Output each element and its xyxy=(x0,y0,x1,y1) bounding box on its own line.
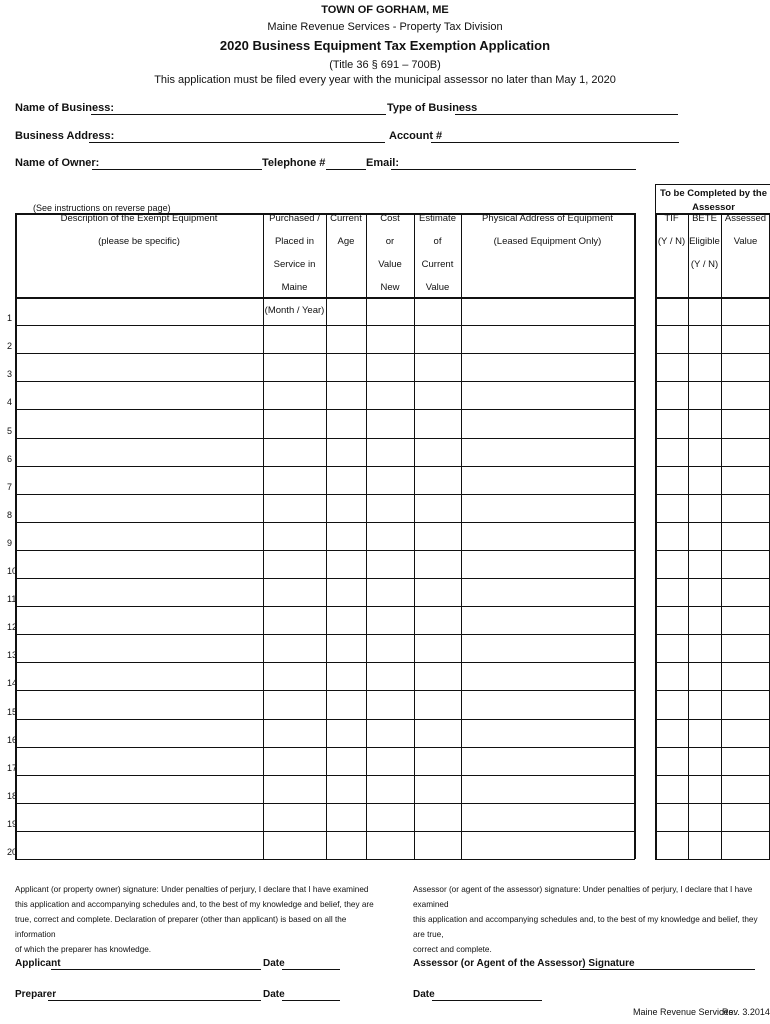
assessor-row xyxy=(655,662,770,663)
purchased-column-header-line: (Month / Year) xyxy=(264,305,325,316)
row-number: 13 xyxy=(7,650,18,661)
name-of-owner-field[interactable] xyxy=(92,157,262,170)
row-number: 8 xyxy=(7,509,13,520)
row-number: 12 xyxy=(7,622,18,633)
town-name: TOWN OF GORHAM, ME xyxy=(321,4,449,16)
preparer-date-label: Date xyxy=(263,989,285,1000)
assessor-row xyxy=(655,494,770,495)
cost-column-header-line: or xyxy=(385,236,395,247)
table-bottom-border xyxy=(15,859,635,860)
bete-column-header-line: BETE xyxy=(692,213,717,224)
applicant-date-field[interactable] xyxy=(282,957,340,970)
assessor-date-field[interactable] xyxy=(432,988,542,1001)
estimate-column-header-line: Estimate xyxy=(419,213,456,224)
address-column-header-line: Physical Address of Equipment xyxy=(482,213,613,224)
bete-column-header xyxy=(688,207,721,276)
row-number: 6 xyxy=(7,453,13,464)
row-number: 2 xyxy=(7,341,13,352)
assessor-column-divider xyxy=(655,213,657,859)
table-row xyxy=(15,606,635,607)
row-number: 14 xyxy=(7,678,18,689)
applicant-declaration-line: of which the preparer has knowledge. xyxy=(15,945,152,954)
table-row xyxy=(15,353,635,354)
assessor-declaration-line: Assessor (or agent of the assessor) signature: Under penalties of perjury, I declare that I have examined xyxy=(413,885,753,909)
telephone-label: Telephone # xyxy=(262,157,326,169)
assessor-signature-label: Assessor (or Agent of the Assessor) Signature xyxy=(413,958,635,969)
bete-column-header-line: (Y / N) xyxy=(690,259,719,270)
assessor-date-label: Date xyxy=(413,989,435,1000)
age-column-header-line: Age xyxy=(337,236,355,247)
estimate-column-header-line: Current xyxy=(421,259,454,270)
estimate-column-header-line: Value xyxy=(425,282,450,293)
form-title: 2020 Business Equipment Tax Exemption Application xyxy=(219,38,551,53)
assessor-row xyxy=(655,550,770,551)
table-row xyxy=(15,578,635,579)
assessor-row xyxy=(655,831,770,832)
preparer-signature-field[interactable] xyxy=(48,988,261,1001)
assessor-bottom-border xyxy=(655,859,770,860)
table-column-divider xyxy=(414,213,415,859)
row-number: 19 xyxy=(7,818,18,829)
table-row xyxy=(15,662,635,663)
business-address-label: Business Address: xyxy=(15,130,115,142)
row-number: 11 xyxy=(7,594,17,605)
preparer-date-field[interactable] xyxy=(282,988,340,1001)
business-address-field[interactable] xyxy=(89,130,385,143)
assessor-declaration xyxy=(413,882,763,957)
row-number: 20 xyxy=(7,847,18,857)
age-column-header xyxy=(326,207,366,253)
table-row xyxy=(15,803,635,804)
account-label: Account # xyxy=(389,130,443,142)
name-of-owner-label: Name of Owner: xyxy=(15,157,100,169)
row-number: 17 xyxy=(7,762,18,773)
address-column-header xyxy=(461,207,634,253)
table-column-divider xyxy=(366,213,367,859)
description-column-header xyxy=(15,207,263,253)
assessor-row xyxy=(655,747,770,748)
table-column-divider xyxy=(634,213,636,859)
table-column-divider xyxy=(461,213,462,859)
applicant-signature-label: Applicant xyxy=(15,958,61,969)
footer-source: Maine Revenue Services: xyxy=(633,1007,736,1017)
assessor-row xyxy=(655,409,770,410)
assessor-row xyxy=(655,325,770,326)
cost-column-header-line: Cost xyxy=(380,213,400,224)
description-column-header-line: (please be specific) xyxy=(98,236,180,247)
tif-column-header xyxy=(655,207,688,253)
description-column-header-line: Description of the Exempt Equipment xyxy=(60,213,218,224)
email-label: Email: xyxy=(366,157,400,169)
assessor-row xyxy=(655,775,770,776)
applicant-date-label: Date xyxy=(263,958,285,969)
name-of-business-label: Name of Business: xyxy=(15,102,115,114)
purchased-column-header-line: Purchased / xyxy=(269,213,320,224)
assessor-row xyxy=(655,634,770,635)
table-row xyxy=(15,550,635,551)
assessor-row xyxy=(655,803,770,804)
assessor-row xyxy=(655,578,770,579)
assessor-header-border xyxy=(655,297,770,299)
assessor-row xyxy=(655,466,770,467)
table-row xyxy=(15,494,635,495)
email-field[interactable] xyxy=(391,157,636,170)
age-column-header-line: Current xyxy=(330,213,362,224)
assessor-row xyxy=(655,353,770,354)
statute-reference: (Title 36 § 691 – 700B) xyxy=(329,59,441,71)
table-row xyxy=(15,381,635,382)
assessor-row xyxy=(655,438,770,439)
assessed-column-header-line: Value xyxy=(733,236,758,247)
table-row xyxy=(15,775,635,776)
type-of-business-label: Type of Business xyxy=(387,102,478,114)
applicant-declaration-line: Applicant (or property owner) signature: Under penalties of perjury, I declare that I have examined xyxy=(15,885,369,894)
assessor-column-divider xyxy=(721,213,722,859)
row-number: 9 xyxy=(7,537,13,548)
footer-revision: Rev. 3.2014 xyxy=(722,1007,770,1017)
row-number: 10 xyxy=(7,566,18,576)
assessor-row xyxy=(655,606,770,607)
purchased-column-header xyxy=(263,207,326,322)
applicant-declaration-line: true, correct and complete. Declaration of preparer (other than applicant) is based on all the information xyxy=(15,915,347,939)
table-row xyxy=(15,409,635,410)
assessor-box-title: To be Completed by the Assessor xyxy=(660,188,767,213)
division-name: Maine Revenue Services - Property Tax Division xyxy=(267,21,503,33)
purchased-column-header-line: Service in Maine xyxy=(273,259,316,293)
table-row xyxy=(15,325,635,326)
assessed-column-header xyxy=(721,207,770,253)
table-row xyxy=(15,634,635,635)
tif-column-header-line: TIF xyxy=(664,213,679,224)
row-number: 18 xyxy=(7,790,18,801)
preparer-signature-label: Preparer xyxy=(15,989,57,1000)
telephone-field[interactable] xyxy=(326,157,366,170)
purchased-column-header-line: Placed in xyxy=(274,236,315,247)
instructions-note: (See instructions on reverse page) xyxy=(33,203,171,213)
tif-column-header-line: (Y / N) xyxy=(657,236,686,247)
row-number: 1 xyxy=(7,313,13,324)
applicant-signature-field[interactable] xyxy=(51,957,261,970)
assessed-column-header-line: Assessed xyxy=(724,213,767,224)
table-row xyxy=(15,522,635,523)
table-row xyxy=(15,438,635,439)
row-number: 7 xyxy=(7,481,13,492)
row-number: 15 xyxy=(7,706,18,717)
cost-column-header xyxy=(366,207,414,299)
row-number: 4 xyxy=(7,397,13,408)
table-row xyxy=(15,747,635,748)
assessor-row xyxy=(655,719,770,720)
estimate-column-header-line: of xyxy=(433,236,442,247)
assessor-declaration-line: this application and accompanying schedules and, to the best of my knowledge and belief, they are true, xyxy=(413,915,758,939)
bete-column-header-line: Eligible xyxy=(689,236,720,247)
estimate-column-header xyxy=(414,207,461,299)
assessor-row xyxy=(655,690,770,691)
assessor-row xyxy=(655,522,770,523)
cost-column-header-line: Value xyxy=(378,259,402,270)
account-field[interactable] xyxy=(431,130,679,143)
address-column-header-line: (Leased Equipment Only) xyxy=(493,236,602,247)
assessor-column-divider xyxy=(688,213,689,859)
assessor-signature-field[interactable] xyxy=(580,957,755,970)
applicant-declaration xyxy=(15,882,385,957)
table-row xyxy=(15,466,635,467)
assessor-declaration-line: correct and complete. xyxy=(413,945,492,954)
table-row xyxy=(15,690,635,691)
row-number: 3 xyxy=(7,369,13,380)
table-row xyxy=(15,831,635,832)
row-number: 16 xyxy=(7,734,18,745)
row-number: 5 xyxy=(7,425,13,436)
assessor-row xyxy=(655,381,770,382)
cost-column-header-line: New xyxy=(380,282,400,293)
type-of-business-field[interactable] xyxy=(455,102,678,115)
name-of-business-field[interactable] xyxy=(91,102,386,115)
filing-notice: This application must be filed every year with the municipal assessor no later than May 1, 2020 xyxy=(154,74,616,86)
applicant-declaration-line: this application and accompanying schedules and, to the best of my knowledge and belief, they are xyxy=(15,900,374,909)
table-column-divider xyxy=(326,213,327,859)
table-row xyxy=(15,719,635,720)
